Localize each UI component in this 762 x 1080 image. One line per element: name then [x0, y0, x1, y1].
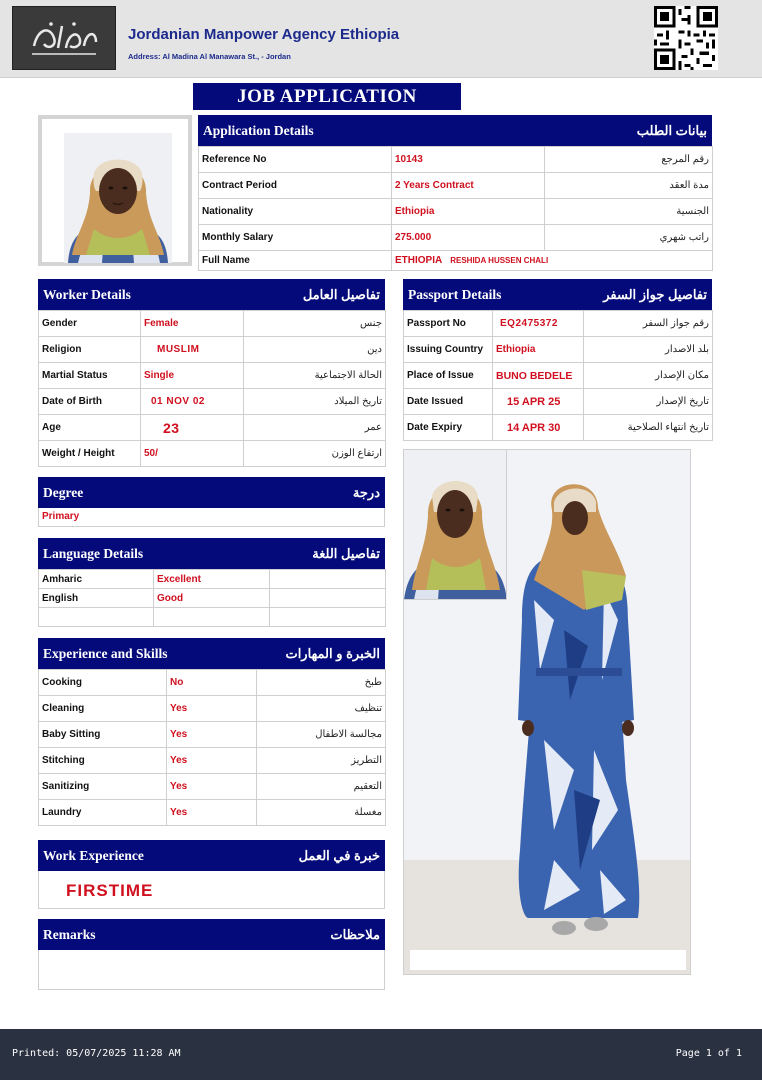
work-experience-header — [38, 840, 385, 871]
worker-details-section — [38, 279, 385, 467]
dob-label: Date of Birth — [39, 389, 141, 415]
language-empty-cell — [39, 608, 154, 627]
section-title-ar: خبرة في العمل — [298, 847, 380, 863]
section-title: Language Details — [43, 545, 144, 561]
marital-value: Single — [141, 363, 244, 389]
table-row — [39, 311, 386, 337]
table-row — [39, 363, 386, 389]
section-title-ar: تفاصيل جواز السفر — [603, 286, 707, 302]
passport-photo-frame — [38, 115, 192, 266]
date-expiry-label: Date Expiry — [404, 415, 493, 441]
skill-value: Yes — [167, 696, 257, 722]
remarks-header — [38, 919, 385, 950]
table-row — [39, 696, 386, 722]
table-row — [39, 570, 386, 589]
place-of-issue-label: Place of Issue — [404, 363, 493, 389]
section-title-ar: تفاصيل اللغة — [312, 545, 380, 561]
qr-code — [654, 6, 718, 70]
reference-value: 10143 — [392, 147, 545, 173]
language-details-table — [38, 569, 386, 627]
skill-label-ar: طبخ — [257, 670, 386, 696]
table-row — [39, 589, 386, 608]
table-row — [39, 389, 386, 415]
skill-label-ar: تنظيف — [257, 696, 386, 722]
skill-label: Cleaning — [39, 696, 167, 722]
skill-value: Yes — [167, 774, 257, 800]
skill-label: Baby Sitting — [39, 722, 167, 748]
skill-value: Yes — [167, 722, 257, 748]
contract-label: Contract Period — [199, 173, 392, 199]
section-title: Remarks — [43, 926, 96, 942]
salary-label: Monthly Salary — [199, 225, 392, 251]
language-name: English — [39, 589, 154, 608]
language-empty-cell — [154, 608, 270, 627]
skills-header — [38, 638, 385, 669]
passport-no-value: EQ2475372 — [493, 311, 584, 337]
skill-label: Stitching — [39, 748, 167, 774]
skill-value: No — [167, 670, 257, 696]
table-row — [39, 748, 386, 774]
nationality-label: Nationality — [199, 199, 392, 225]
table-row — [199, 251, 713, 271]
skill-value: Yes — [167, 800, 257, 826]
skill-label: Cooking — [39, 670, 167, 696]
application-details-section — [198, 115, 712, 271]
issuing-country-value: Ethiopia — [493, 337, 584, 363]
section-title: Work Experience — [43, 847, 144, 863]
table-row — [404, 363, 713, 389]
language-empty-cell — [270, 608, 386, 627]
agency-address: Address: Al Madina Al Manawara St., - Jordan — [128, 52, 291, 61]
gender-label: Gender — [39, 311, 141, 337]
skill-label-ar: مغسلة — [257, 800, 386, 826]
table-row — [39, 774, 386, 800]
skills-table — [38, 669, 386, 826]
skill-label-ar: التعقيم — [257, 774, 386, 800]
reference-label: Reference No — [199, 147, 392, 173]
language-name: Amharic — [39, 570, 154, 589]
passport-no-label-ar: رقم جواز السفر — [584, 311, 713, 337]
language-level: Excellent — [154, 570, 270, 589]
skill-label: Sanitizing — [39, 774, 167, 800]
marital-label: Martial Status — [39, 363, 141, 389]
issuing-country-label: Issuing Country — [404, 337, 493, 363]
table-row — [39, 670, 386, 696]
application-details-table — [198, 146, 713, 271]
skill-label-ar: مجالسة الاطفال — [257, 722, 386, 748]
table-row — [404, 311, 713, 337]
skill-label: Laundry — [39, 800, 167, 826]
passport-details-header — [403, 279, 712, 310]
contract-value: 2 Years Contract — [392, 173, 545, 199]
religion-label-ar: دين — [244, 337, 386, 363]
full-body-photo — [403, 449, 691, 975]
weight-height-label: Weight / Height — [39, 441, 141, 467]
table-row — [39, 441, 386, 467]
fullname-prefix: ETHIOPIA — [395, 255, 443, 266]
remarks-section — [38, 919, 385, 990]
nationality-label-ar: الجنسية — [545, 199, 713, 225]
print-footer — [0, 1029, 762, 1080]
page-header — [0, 0, 762, 78]
section-title: Experience and Skills — [43, 645, 168, 661]
weight-height-label-ar: ارتفاع الوزن — [244, 441, 386, 467]
date-expiry-value: 14 APR 30 — [493, 415, 584, 441]
section-title: Degree — [43, 484, 84, 500]
marital-label-ar: الحالة الاجتماعية — [244, 363, 386, 389]
place-of-issue-label-ar: مكان الإصدار — [584, 363, 713, 389]
language-level: Good — [154, 589, 270, 608]
weight-height-value: 50/ — [141, 441, 244, 467]
degree-header — [38, 477, 385, 508]
table-row — [39, 722, 386, 748]
issuing-country-label-ar: بلد الاصدار — [584, 337, 713, 363]
work-experience-value: FIRSTIME — [38, 871, 385, 909]
work-experience-section — [38, 840, 385, 909]
section-title-ar: بيانات الطلب — [636, 122, 707, 138]
date-issued-label: Date Issued — [404, 389, 493, 415]
religion-label: Religion — [39, 337, 141, 363]
section-title-ar: تفاصيل العامل — [302, 286, 380, 302]
passport-details-section — [403, 279, 712, 441]
fullname-cell — [392, 251, 713, 271]
salary-label-ar: راتب شهري — [545, 225, 713, 251]
printed-timestamp: Printed: 05/07/2025 11:28 AM — [12, 1048, 181, 1059]
section-title: Application Details — [203, 122, 314, 138]
fullname-label: Full Name — [199, 251, 392, 271]
passport-details-table — [403, 310, 713, 441]
age-label-ar: عمر — [244, 415, 386, 441]
worker-details-table — [38, 310, 386, 467]
table-row — [39, 415, 386, 441]
date-issued-value: 15 APR 25 — [493, 389, 584, 415]
table-row — [39, 800, 386, 826]
table-row — [199, 225, 713, 251]
section-title-ar: درجة — [352, 484, 380, 500]
age-value: 23 — [141, 415, 244, 441]
inset-portrait-photo — [404, 450, 507, 600]
age-label: Age — [39, 415, 141, 441]
table-row — [39, 337, 386, 363]
gender-value: Female — [141, 311, 244, 337]
table-row — [39, 608, 386, 627]
worker-details-header — [38, 279, 385, 310]
language-details-header — [38, 538, 385, 569]
date-issued-label-ar: تاريخ الإصدار — [584, 389, 713, 415]
section-title: Passport Details — [408, 286, 502, 302]
reference-label-ar: رقم المرجع — [545, 147, 713, 173]
date-expiry-label-ar: تاريخ انتهاء الصلاحية — [584, 415, 713, 441]
dob-label-ar: تاريخ الميلاد — [244, 389, 386, 415]
table-row — [404, 389, 713, 415]
skill-label-ar: التطريز — [257, 748, 386, 774]
table-row — [199, 147, 713, 173]
page-title: JOB APPLICATION — [193, 83, 461, 110]
place-of-issue-value: BUNO BEDELE — [493, 363, 584, 389]
passport-no-label: Passport No — [404, 311, 493, 337]
table-row — [199, 173, 713, 199]
remarks-body — [38, 950, 385, 990]
passport-photo — [64, 133, 172, 263]
skill-value: Yes — [167, 748, 257, 774]
religion-value: MUSLIM — [141, 337, 244, 363]
table-row — [404, 415, 713, 441]
language-empty-cell — [270, 589, 386, 608]
language-details-section — [38, 538, 385, 627]
degree-section — [38, 477, 385, 527]
fullname-value: RESHIDA HUSSEN CHALI — [450, 256, 549, 265]
table-row — [404, 337, 713, 363]
section-title-ar: ملاحظات — [330, 926, 380, 942]
language-empty-cell — [270, 570, 386, 589]
skills-section — [38, 638, 385, 826]
dob-value: 01 NOV 02 — [141, 389, 244, 415]
degree-value: Primary — [38, 508, 385, 527]
page-number: Page 1 of 1 — [675, 1048, 742, 1059]
application-details-header — [198, 115, 712, 146]
agency-logo — [12, 6, 116, 70]
table-row — [199, 199, 713, 225]
section-title-ar: الخبرة و المهارات — [285, 645, 380, 661]
gender-label-ar: جنس — [244, 311, 386, 337]
agency-name: Jordanian Manpower Agency Ethiopia — [128, 26, 400, 43]
contract-label-ar: مدة العقد — [545, 173, 713, 199]
salary-value: 275.000 — [392, 225, 545, 251]
section-title: Worker Details — [43, 286, 131, 302]
nationality-value: Ethiopia — [392, 199, 545, 225]
